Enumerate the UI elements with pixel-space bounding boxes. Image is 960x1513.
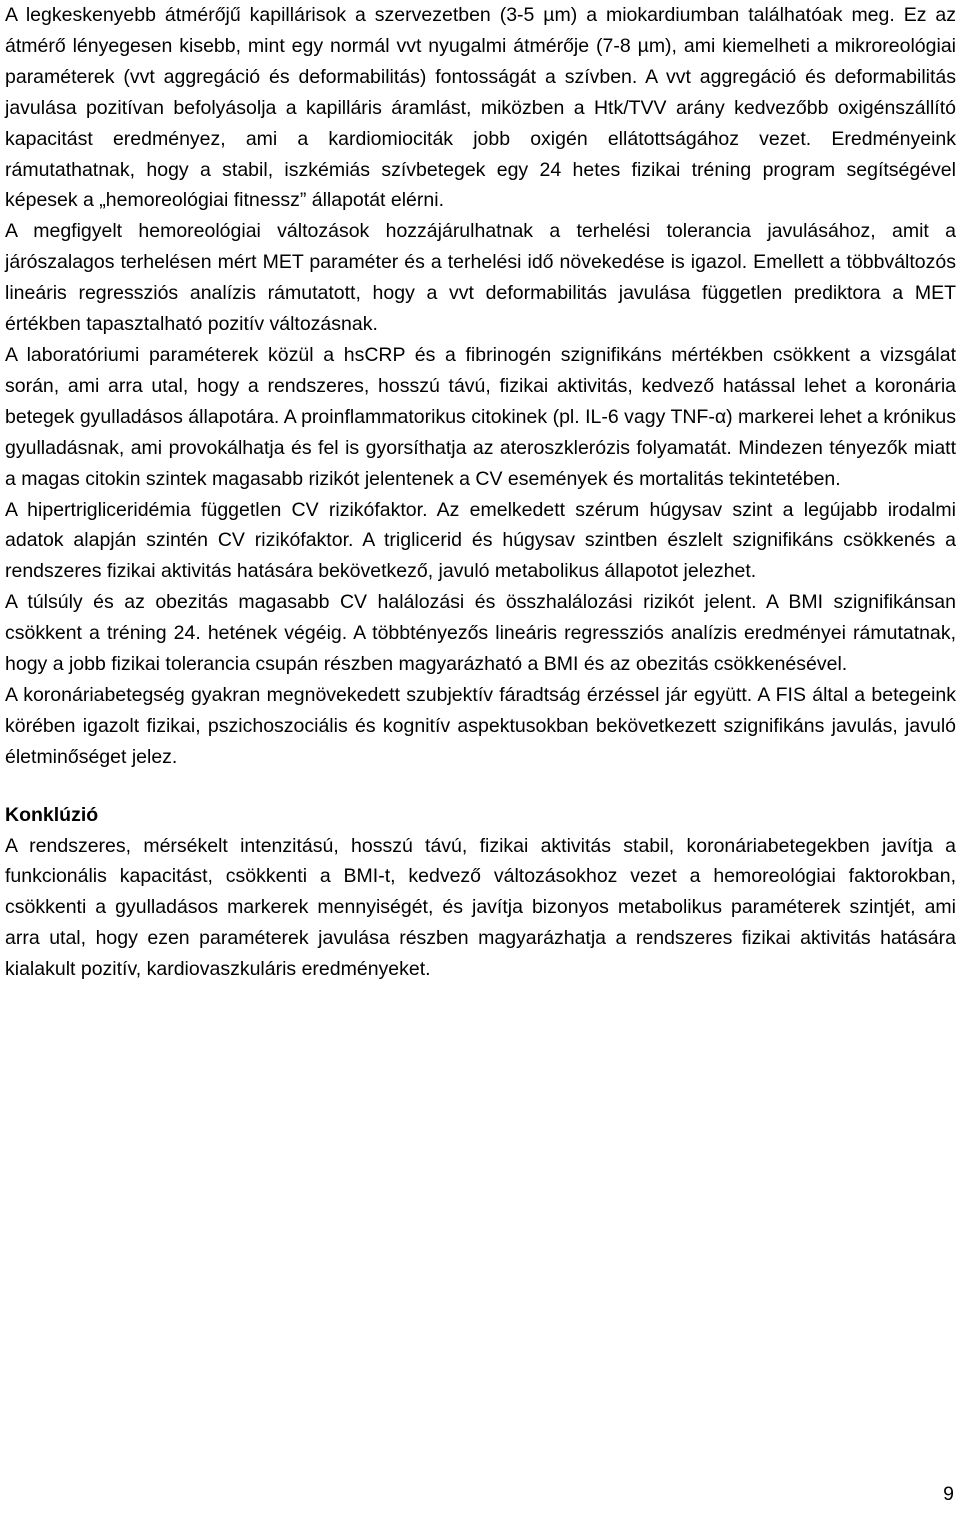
paragraph-laboratory-parameters: A laboratóriumi paraméterek közül a hsCRP és a fibrinogén szignifikáns mértékben csökkent a vizsgálat során, ami arra utal, hogy a rendszeres, hosszú távú, fizikai aktivitás, kedvező hatással lehet a koronária betegek gyulladásos állapotára. A proinflammatorikus citokinek (pl. IL-6 vagy TNF-α) markerei lehet a krónikus gyulladásnak, ami provokálhatja és fel is gyorsíthatja az ateroszklerózis folyamatát. Mindezen tényezők miatt a magas citokin szintek magasabb rizikót jelentenek a CV események és mortalitás tekintetében. (5, 343, 956, 490)
conclusion-heading: Konklúzió (5, 803, 99, 826)
conclusion-text: A rendszeres, mérsékelt intenzitású, hosszú távú, fizikai aktivitás stabil, koronáriabetegekben javítja a funkcionális kapacitást, csökkenti a BMI-t, kedvező változásokhoz vezet a hemoreológiai faktorokban, csökkenti a gyulladásos markerek mennyiségét, és javítja bizonyos metabolikus paraméterek szintjét, ami arra utal, hogy ezen paraméterek javulása részben magyarázhatja a rendszeres fizikai aktivitás hatására kialakult pozitív, kardiovaszkuláris eredményeket. (5, 834, 956, 981)
document-page (5, 0, 956, 985)
page-number: 9 (943, 1483, 954, 1505)
paragraph-fatigue: A koronáriabetegség gyakran megnövekedett szubjektív fáradtság érzéssel jár együtt. A FIS által a betegeink körében igazolt fizikai, pszichoszociális és kognitív aspektusokban bekövetkezett szignifikáns javulás, javuló életminőséget jelez. (5, 683, 956, 768)
paragraph-obesity-bmi: A túlsúly és az obezitás magasabb CV halálozási és összhalálozási rizikót jelent. A BMI szignifikánsan csökkent a tréning 24. hetének végéig. A többtényezős lineáris regressziós analízis eredményei rámutatnak, hogy a jobb fizikai tolerancia csupán részben magyarázható a BMI és az obezitás csökkenésével. (5, 591, 956, 676)
paragraph-capillaries: A legkeskenyebb átmérőjű kapillárisok a szervezetben (3-5 µm) a miokardiumban találhatóak meg. Ez az átmérő lényegesen kisebb, mint egy normál vvt nyugalmi átmérője (7-8 µm), ami kiemelheti a mikroreológiai paraméterek (vvt aggregáció és deformabilitás) fontosságát a szívben. A vvt aggregáció és deformabilitás javulása pozitívan befolyásolja a kapilláris áramlást, miközben a Htk/TVV arány kedvezőbb oxigénszállító kapacitást eredményez, ami a kardiomiociták jobb oxigén ellátottságához vezet. Eredményeink rámutathatnak, hogy a stabil, iszkémiás szívbetegek egy 24 hetes fizikai tréning program segítségével képesek a „hemoreológiai fitnessz” állapotát elérni. (5, 4, 956, 212)
paragraph-hemorheology-tolerance: A megfigyelt hemoreológiai változások hozzájárulhatnak a terhelési tolerancia javulásához, amit a járószalagos terhelésen mért MET paraméter és a terhelési idő növekedése is igazol. Emellett a többváltozós lineáris regressziós analízis rámutatott, hogy a vvt deformabilitás javulása független prediktora a MET értékben tapasztalható pozitív változásnak. (5, 220, 956, 336)
paragraph-hypertriglyceridemia: A hipertrigliceridémia független CV rizikófaktor. Az emelkedett szérum húgysav szint a legújabb irodalmi adatok alapján szintén CV rizikófaktor. A triglicerid és húgysav szintben észlelt szignifikáns csökkenés a rendszeres fizikai aktivitás hatására bekövetkező, javuló metabolikus állapotot jelezhet. (5, 498, 956, 583)
